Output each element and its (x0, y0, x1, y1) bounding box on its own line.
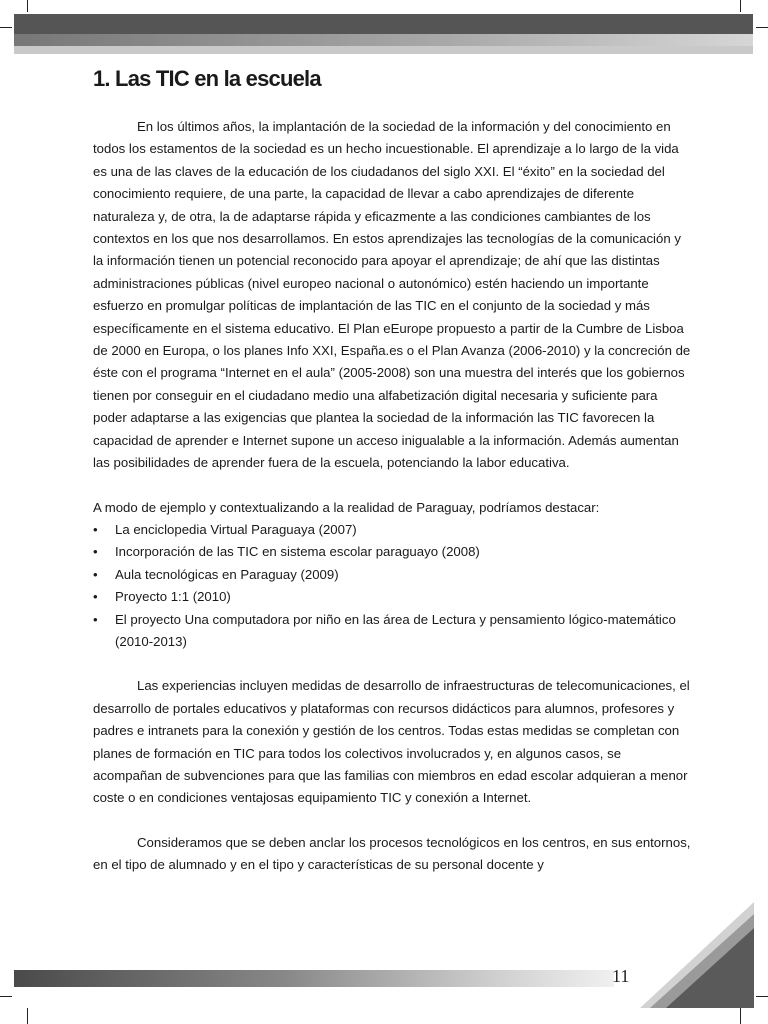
paragraph-examples-lead: A modo de ejemplo y contextualizando a la realidad de Paraguay, podríamos destacar: (93, 499, 600, 515)
bullet-icon: • (93, 589, 98, 605)
paragraph-experiences: Las experiencias incluyen medidas de desarrollo de infraestructuras de telecomunicaciones, el desarrollo de portales educativos y plataformas con recursos didácticos para alumnos, profesores y padres e intranets para la conexión y gestión de los centros. Todas estas medidas se completan con planes de formación en TIC para todos los colectivos involucrados y, en algunos casos, se acompañan de subvenciones para que las familias con miembros en edad escolar adquieran a menor coste o en condiciones ventajosas equipamiento TIC y conexión a Internet. (93, 678, 690, 806)
list-item: • Incorporación de las TIC en sistema escolar paraguayo (2008) (93, 541, 693, 563)
bullet-icon: • (93, 566, 98, 582)
corner-decoration (640, 902, 754, 1008)
list-item: • Proyecto 1:1 (2010) (93, 586, 693, 608)
page-content (93, 66, 693, 877)
list-item: • Aula tecnológicas en Paraguay (2009) (93, 564, 693, 586)
paragraph-intro: En los últimos años, la implantación de la sociedad de la información y del conocimiento en todos los estamentos de la sociedad es un hecho incuestionable. El aprendizaje a lo largo de la vida es una de las claves de la educación de los ciudadanos del siglo XXI. El “éxito” en la sociedad del conocimiento requiere, de una parte, la capacidad de llevar a cabo aprendizajes de diferente naturaleza y, de otra, la de adaptarse rápida y eficazmente a las condiciones cambiantes de los contextos en los que nos desarrollamos. En estos aprendizajes las tecnologías de la comunicación y la información tienen un potencial reconocido para apoyar el aprendizaje; de ahí que las distintas administraciones públicas (nivel europeo nacional o autonómico) estén haciendo un importante esfuerzo en promulgar políticas de implantación de las TIC en el conjunto de la sociedad y más específicamente en el sistema educativo. El Plan eEurope propuesto a partir de la Cumbre de Lisboa de 2000 en Europa, o los planes Info XXI, España.es o el Plan Avanza (2006-2010) y la concreción de éste con el programa “Internet en el aula” (2005-2008) son una muestra del interés que los gobiernos tienen por conseguir en el ciudadano medio una alfabetización digital necesaria y suficiente para poder adaptarse a las exigencias que plantea la sociedad de la información las TIC favorecen la capacidad de aprender e Internet supone un acceso inigualable a la información. Además aumentan las posibilidades de aprender fuera de la escuela, potenciando la labor educativa. (93, 119, 691, 471)
bullet-list (93, 519, 693, 653)
crop-mark (756, 996, 768, 997)
list-item: • El proyecto Una computadora por niño en las área de Lectura y pensamiento lógico-matemático (2010-2013) (93, 609, 693, 654)
paragraph-conclusion: Consideramos que se deben anclar los procesos tecnológicos en los centros, en sus entornos, en el tipo de alumnado y en el tipo y características de su personal docente y (93, 834, 691, 873)
page-number: 11 (612, 966, 630, 986)
crop-mark (740, 1008, 741, 1024)
crop-mark (0, 27, 12, 28)
bullet-icon: • (93, 544, 98, 560)
header-light-band (14, 46, 753, 54)
crop-mark (740, 0, 741, 12)
crop-mark (27, 1008, 28, 1024)
list-item: • La enciclopedia Virtual Paraguaya (2007) (93, 519, 693, 541)
crop-mark (0, 996, 12, 997)
bullet-icon: • (93, 521, 98, 537)
header-gradient-band (14, 34, 753, 46)
crop-mark (756, 27, 768, 28)
crop-mark (27, 0, 28, 12)
bullet-icon: • (93, 611, 98, 627)
footer-gradient-bar (14, 970, 614, 987)
page-title: 1. Las TIC en la escuela (93, 66, 321, 91)
header-band (14, 14, 753, 34)
